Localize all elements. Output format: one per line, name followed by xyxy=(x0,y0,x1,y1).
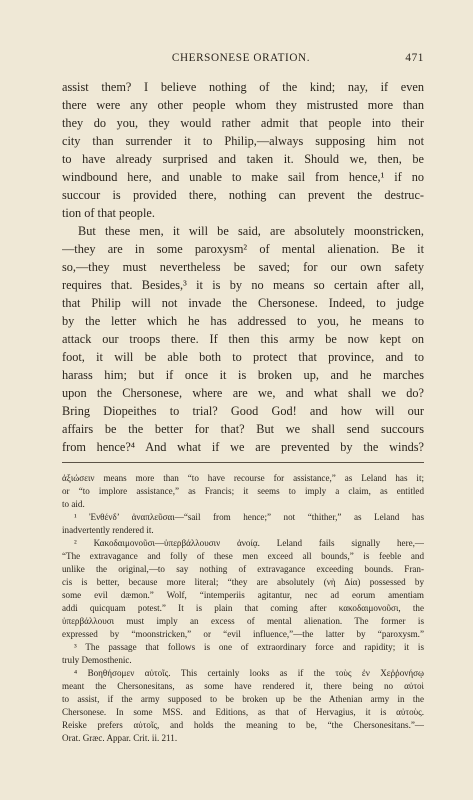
footnote-line: ὑπερβάλλουσι must imply an excess of mental alienation. The former is xyxy=(62,616,424,626)
text-line: harass him; but if once it is broken up, and he marches xyxy=(62,368,424,382)
footnote-line: to aid. xyxy=(62,499,85,509)
text-line: by the letter which he has addressed to you, he means to xyxy=(62,314,424,328)
running-header xyxy=(58,52,424,68)
page-number: 471 xyxy=(405,52,424,64)
text-line: foot, it will be able both to protect that province, and to xyxy=(62,350,424,364)
footnote-line: cis is better, because more literal; “they are absolutely (νὴ Δία) possessed by xyxy=(62,577,424,587)
footnote-line: some evil dæmon.” Wolf, “intemperiis agitantur, nec ad eorum amentiam xyxy=(62,590,424,600)
footnote-line: ⁴ Βοηθήσομεν αὐτοῖς. This certainly looks as if the τοὺς ἐν Χεῤῥονήσῳ xyxy=(74,668,424,678)
text-line: from hence?⁴ And what if we are prevented by the winds? xyxy=(62,440,424,454)
footnote-divider xyxy=(62,462,424,463)
footnote-line: Chersonese. In some MSS. and Editions, as that of Hervagius, it is αὐτοὺς. xyxy=(62,707,424,717)
footnote-line: ἀξιώσειν means more than “to have recourse for assistance,” as Leland has it; xyxy=(62,473,424,483)
footnote-line: expressed by “moonstricken,” or “evil influence,”—the latter by “paroxysm.” xyxy=(62,629,424,639)
footnote-line: ¹ Ἐνθένδ’ ἀναπλεῦσαι—“sail from hence;” not “thither,” as Leland has xyxy=(74,512,424,522)
text-line: windbound here, and unable to make sail from hence,¹ if no xyxy=(62,170,424,184)
footnote-line: Reiske prefers αὐτοῖς, and holds the meaning to be, “the Chersonesitans.”— xyxy=(62,720,424,730)
text-line: succour is provided there, nothing can prevent the destruc- xyxy=(62,188,424,202)
text-line: affairs be the better for that? But we shall send succours xyxy=(62,422,424,436)
footnote-line: ³ The passage that follows is one of extraordinary force and rapidity; it is xyxy=(74,642,424,652)
text-line: requires that. Besides,³ it is by no means so certain after all, xyxy=(62,278,424,292)
footnote-line: meant the Chersonesitans, as some have rendered it, there being no αὐτοὶ xyxy=(62,681,424,691)
text-line: city than surrender it to Philip,—always supposing him not xyxy=(62,134,424,148)
footnote-line: inadvertently rendered it. xyxy=(62,525,154,535)
running-title: CHERSONESE ORATION. xyxy=(171,52,311,64)
text-line: But these men, it will be said, are absolutely moonstricken, xyxy=(78,224,424,238)
footnote-line: “The extravagance and folly of these men exceed all bounds,” is feeble and xyxy=(62,551,424,561)
footnote-line: Orat. Græc. Appar. Crit. ii. 211. xyxy=(62,733,178,743)
text-line: to have already surprised and taken it. Should we, then, be xyxy=(62,152,424,166)
footnote-line: truly Demosthenic. xyxy=(62,655,132,665)
text-line: —they are in some paroxysm² of mental alienation. Be it xyxy=(62,242,424,256)
footnote-line: or “to implore assistance,” as Francis; it seems to imply a claim, as entitled xyxy=(62,486,424,496)
text-line: upon the Chersonese, where are we, and what shall we do? xyxy=(62,386,424,400)
text-line: assist them? I believe nothing of the kind; nay, if even xyxy=(62,80,424,94)
footnote-line: addi quicquam potest.” It is plain that coming after κακοδαιμονοῦσι, the xyxy=(62,603,424,613)
text-line: that Philip will not invade the Chersonese. Indeed, to judge xyxy=(62,296,424,310)
footnote-line: unlike the original,—to say nothing of extravagance exceeding bounds. Fran- xyxy=(62,564,424,574)
text-line: attack our troops there. If then this army be now kept on xyxy=(62,332,424,346)
footnote-line: to assist, if the army supposed to be broken up be the Athenian army in the xyxy=(62,694,424,704)
text-line: tion of that people. xyxy=(62,206,155,220)
text-line: they do you, they would rather admit that people into their xyxy=(62,116,424,130)
footnote-line: ² Κακοδαιμονοῦσι—ὑπερβάλλουσιν ἀνοίᾳ. Leland fails signally here,— xyxy=(74,538,424,548)
text-line: so,—they must nevertheless be saved; for our own safety xyxy=(62,260,424,274)
text-line: Bring Diopeithes to trial? Good God! and how will our xyxy=(62,404,424,418)
text-line: there were any other people whom they mistrusted more than xyxy=(62,98,424,112)
